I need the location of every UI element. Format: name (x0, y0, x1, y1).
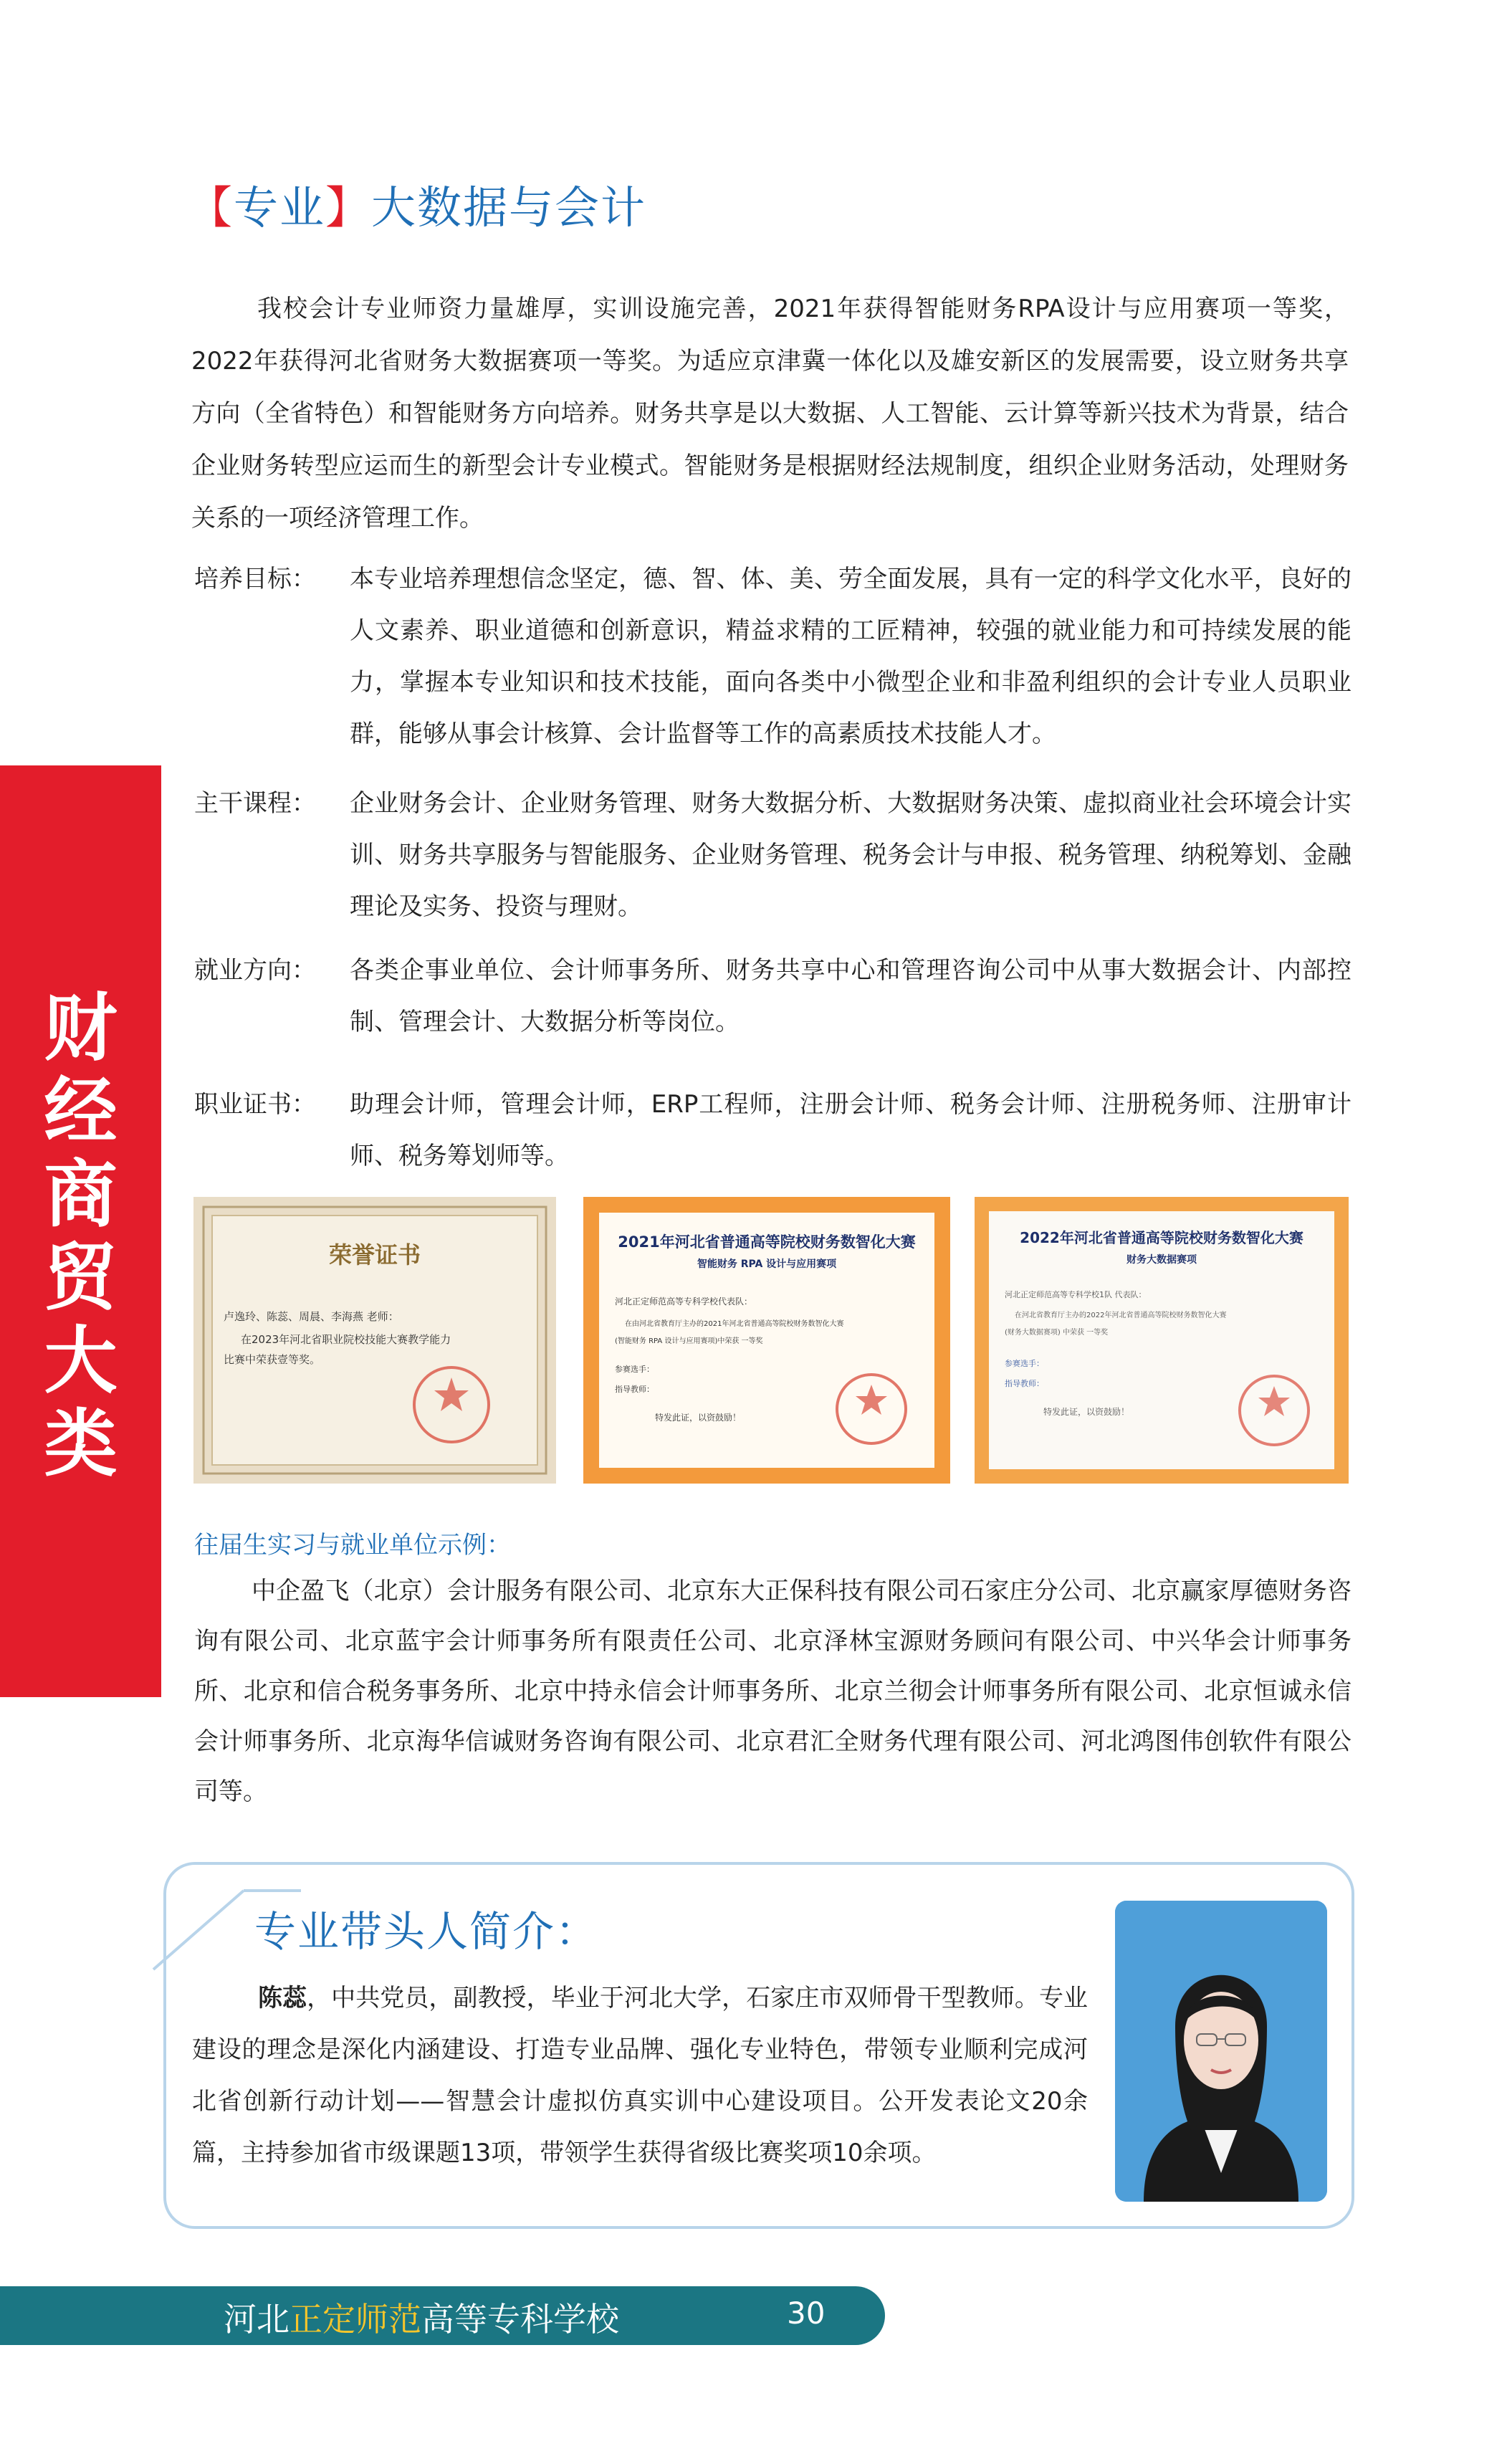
cert-line: 参赛选手： (615, 1365, 654, 1374)
cert-line: 卢逸玲、陈蕊、周晨、李海燕 老师： (224, 1310, 399, 1323)
cert-line: 特发此证，以资鼓励！ (655, 1413, 742, 1423)
footer-school-name (224, 2293, 619, 2341)
cert-subtitle: 智能财务 RPA 设计与应用赛项 (697, 1259, 837, 1270)
cert-line: 特发此证，以资鼓励！ (1043, 1407, 1130, 1417)
cert-line: 比赛中荣获壹等奖。 (224, 1353, 321, 1366)
leader-bio-text: ，中共党员，副教授，毕业于河北大学，石家庄市双师骨干型教师。专业建设的理念是深化内涵建设、打造专业品牌、强化专业特色，带领专业顺利完成河北省创新行动计划——智慧会计虚拟仿真实训中心建设项目。公开发表论文20余篇，主持参加省市级课题13项，带领学生获得省级比赛奖项10余项。 (192, 1984, 1089, 2167)
leader-photo (1115, 1901, 1327, 2202)
certificate-2021-rpa (583, 1197, 950, 1484)
cert-line: 河北正定师范高等专科学校1队 代表队： (1005, 1290, 1147, 1299)
page-number: 30 (787, 2296, 826, 2331)
side-category-label (0, 765, 161, 1486)
side-char: 大 (44, 1319, 118, 1404)
intro-paragraph: 我校会计专业师资力量雄厚，实训设施完善，2021年获得智能财务RPA设计与应用赛项一等奖，2022年获得河北省财务大数据赛项一等奖。为适应京津冀一体化以及雄安新区的发展需要，设立财务共享方向（全省特色）和智能财务方向培养。财务共享是以大数据、人工智能、云计算等新兴技术为背景，结合企业财务转型应运而生的新型会计专业模式。智能财务是根据财经法规制度，组织企业财务活动，处理财务关系的一项经济管理工作。 (191, 295, 1349, 533)
cert-line: 在2023年河北省职业院校技能大赛教学能力 (241, 1333, 451, 1346)
cert-title: 2021年河北省普通高等院校财务数智化大赛 (618, 1233, 916, 1251)
footer-school-suffix: 高等专科学校 (421, 2300, 619, 2339)
cert-line: 河北正定师范高等专科学校代表队： (615, 1297, 753, 1307)
footer-school-prefix: 河北 (224, 2300, 290, 2339)
bracket-open: 【 (188, 181, 234, 234)
cert-title: 荣誉证书 (328, 1241, 421, 1269)
item-label: 就业方向： (194, 956, 316, 985)
item-label: 职业证书： (194, 1090, 316, 1119)
section-title (188, 172, 646, 236)
footer-school-highlight: 正定师范 (290, 2300, 421, 2339)
cert-line: (智能财务 RPA 设计与应用赛项)中荣获 一等奖 (615, 1337, 763, 1345)
side-char: 贸 (44, 1236, 118, 1321)
certificate-2022-bigdata (975, 1197, 1349, 1484)
examples-title: 往届生实习与就业单位示例： (194, 1531, 511, 1560)
leader-title: 专业带头人简介： (254, 1907, 599, 1956)
leader-bio (192, 1972, 1088, 2179)
side-char: 财 (44, 986, 118, 1071)
side-char: 商 (44, 1152, 118, 1238)
side-category-band (0, 765, 161, 1697)
cert-line: 指导教师： (1005, 1379, 1044, 1388)
side-char: 经 (44, 1069, 118, 1155)
item-content: 助理会计师，管理会计师，ERP工程师，注册会计师、税务会计师、注册税务师、注册审计师、税务筹划师等。 (350, 1090, 1351, 1170)
cert-line: 指导教师： (615, 1385, 654, 1394)
examples-paragraph: 中企盈飞（北京）会计服务有限公司、北京东大正保科技有限公司石家庄分公司、北京赢家厚德财务咨询有限公司、北京蓝宇会计师事务所有限责任公司、北京泽林宝源财务顾问有限公司、中兴华会计师事务所、北京和信合税务事务所、北京中持永信会计师事务所、北京兰彻会计师事务所有限公司、北京恒诚永信会计师事务所、北京海华信诚财务咨询有限公司、北京君汇全财务代理有限公司、河北鸿图伟创软件有限公司等。 (194, 1577, 1351, 1806)
item-label: 培养目标： (194, 565, 316, 593)
item-content: 各类企事业单位、会计师事务所、财务共享中心和管理咨询公司中从事大数据会计、内部控制、管理会计、大数据分析等岗位。 (350, 956, 1351, 1036)
cert-line: (财务大数据赛项) 中荣获 一等奖 (1005, 1329, 1109, 1337)
bracket-close: 】 (325, 181, 372, 234)
cert-line: 在河北省教育厅主办的2022年河北省普通高等院校财务数智化大赛 (1015, 1312, 1227, 1319)
item-content: 本专业培养理想信念坚定，德、智、体、美、劳全面发展，具有一定的科学文化水平，良好的人文素养、职业道德和创新意识，精益求精的工匠精神，较强的就业能力和可持续发展的能力，掌握本专业知识和技术技能，面向各类中小微型企业和非盈利组织的会计专业人员职业群，能够从事会计核算、会计监督等工作的高素质技术技能人才。 (350, 565, 1351, 748)
cert-title: 2022年河北省普通高等院校财务数智化大赛 (1020, 1229, 1303, 1246)
item-label: 主干课程： (194, 789, 316, 818)
side-char: 类 (44, 1402, 118, 1487)
item-content: 企业财务会计、企业财务管理、财务大数据分析、大数据财务决策、虚拟商业社会环境会计实训、财务共享服务与智能服务、企业财务管理、税务会计与申报、税务管理、纳税筹划、金融理论及实务、投资与理财。 (350, 789, 1351, 921)
major-name: 大数据与会计 (371, 181, 647, 234)
cert-line: 在由河北省教育厅主办的2021年河北省普通高等院校财务数智化大赛 (625, 1320, 844, 1328)
leader-name: 陈蕊 (258, 1984, 307, 2012)
cert-subtitle: 财务大数据赛项 (1126, 1254, 1197, 1266)
cert-line: 参赛选手： (1005, 1359, 1044, 1368)
certificate-honor (193, 1197, 556, 1484)
section-prefix: 专业 (234, 181, 326, 234)
